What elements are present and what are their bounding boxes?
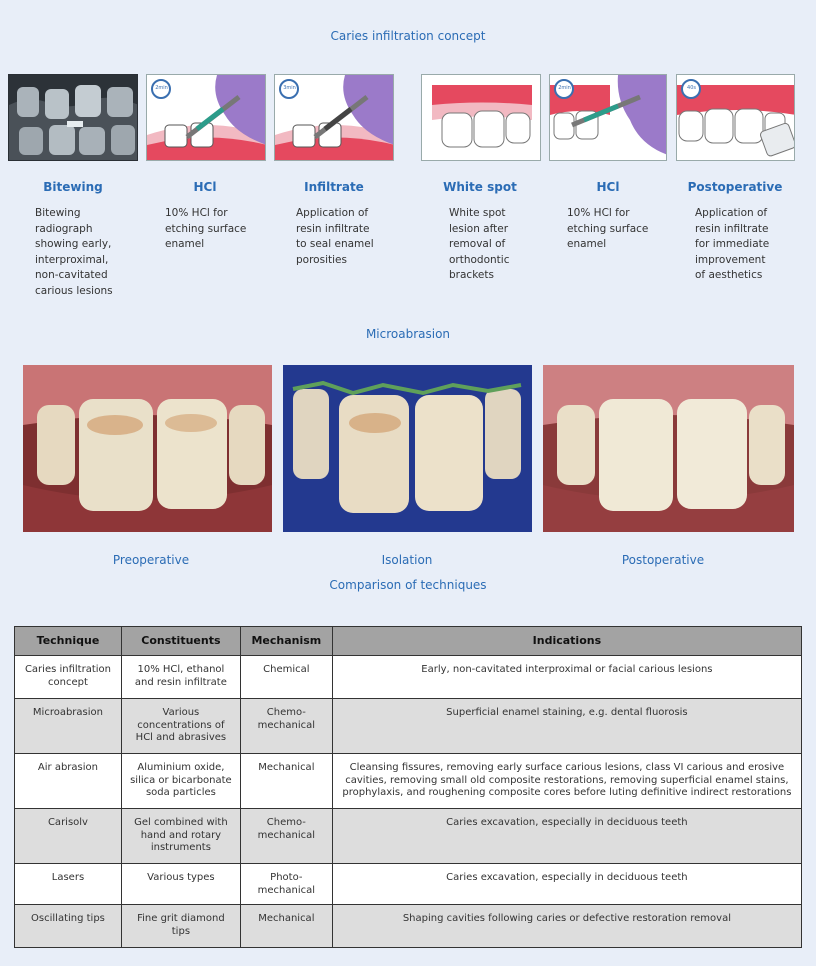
- infiltrate-application-illustration: [274, 74, 394, 161]
- postoperative-photo: [543, 365, 794, 532]
- table-row: [15, 699, 802, 754]
- cell-indications: Caries excavation, especially in deciduous teeth: [332, 809, 801, 864]
- cell-technique: Oscillating tips: [15, 905, 122, 948]
- hcl-application-illustration-2: [549, 74, 667, 161]
- timer-icon: 2min: [155, 85, 168, 91]
- cell-mechanism: Chemo-mechanical: [240, 809, 332, 864]
- header-mechanism: Mechanism: [240, 627, 332, 656]
- preoperative-photo: [23, 365, 272, 532]
- postoperative-illustration: [676, 74, 795, 161]
- cell-indications: Superficial enamel staining, e.g. dental fluorosis: [332, 699, 801, 754]
- hcl-application-illustration: [146, 74, 266, 161]
- timer-icon: 3min: [283, 85, 296, 91]
- timer-icon: 40s: [687, 85, 696, 91]
- cell-constituents: 10% HCl, ethanol and resin infiltrate: [121, 656, 240, 699]
- step-desc-bitewing: Bitewing radiograph showing early, interproximal, non-cavitated carious lesions: [35, 207, 113, 297]
- cell-indications: Early, non-cavitated interproximal or facial carious lesions: [332, 656, 801, 699]
- photo-caption-isolation: Isolation: [381, 553, 433, 567]
- cell-technique: Lasers: [15, 864, 122, 905]
- cell-indications: Shaping cavities following caries or defective restoration removal: [332, 905, 801, 948]
- step-title-infiltrate: Infiltrate: [304, 180, 364, 194]
- photo-caption-postoperative: Postoperative: [621, 553, 705, 567]
- step-desc-hcl-2: 10% HCl for etching surface enamel: [567, 207, 649, 250]
- timer-icon: 2min: [558, 85, 571, 91]
- cell-mechanism: Mechanical: [240, 905, 332, 948]
- table-row: [15, 656, 802, 699]
- header-technique: Technique: [15, 627, 122, 656]
- step-title-hcl: HCl: [193, 180, 217, 194]
- step-title-hcl-2: HCl: [596, 180, 620, 194]
- table-row: [15, 754, 802, 809]
- comparison-table: [14, 626, 802, 948]
- step-title-postoperative: Postoperative: [687, 180, 783, 194]
- section-title-microabrasion: Microabrasion: [365, 327, 451, 341]
- photo-caption-preoperative: Preoperative: [112, 553, 190, 567]
- header-indications: Indications: [332, 627, 801, 656]
- header-constituents: Constituents: [121, 627, 240, 656]
- cell-technique: Air abrasion: [15, 754, 122, 809]
- step-desc-white-spot: White spot lesion after removal of orthodontic brackets: [449, 207, 510, 281]
- step-desc-infiltrate: Application of resin infiltrate to seal enamel porosities: [296, 207, 374, 266]
- step-desc-postoperative: Application of resin infiltrate for immediate improvement of aesthetics: [695, 207, 770, 281]
- section-title-comparison: Comparison of techniques: [329, 578, 487, 592]
- cell-technique: Caries infiltration concept: [15, 656, 122, 699]
- cell-mechanism: Mechanical: [240, 754, 332, 809]
- cell-constituents: Various concentrations of HCl and abrasives: [121, 699, 240, 754]
- table-header-row: [15, 627, 802, 656]
- table-row: [15, 864, 802, 905]
- cell-constituents: Various types: [121, 864, 240, 905]
- step-title-bitewing: Bitewing: [43, 180, 103, 194]
- cell-technique: Carisolv: [15, 809, 122, 864]
- cell-technique: Microabrasion: [15, 699, 122, 754]
- cell-indications: Cleansing fissures, removing early surface carious lesions, class VI carious and erosive cavities, removing small old composite restorations, removing superficial enamel stains, prophylaxis, and roughening composite cores before luting definitive indirect restorations: [332, 754, 801, 809]
- cell-constituents: Fine grit diamond tips: [121, 905, 240, 948]
- cell-mechanism: Photo-mechanical: [240, 864, 332, 905]
- step-title-white-spot: White spot: [443, 180, 517, 194]
- isolation-photo: [283, 365, 532, 532]
- bitewing-radiograph-image: [8, 74, 138, 161]
- white-spot-illustration: [421, 74, 541, 161]
- table-row: [15, 809, 802, 864]
- cell-mechanism: Chemo-mechanical: [240, 699, 332, 754]
- table-row: [15, 905, 802, 948]
- cell-constituents: Aluminium oxide, silica or bicarbonate soda particles: [121, 754, 240, 809]
- section-title-caries-infiltration: Caries infiltration concept: [330, 29, 486, 43]
- cell-indications: Caries excavation, especially in deciduous teeth: [332, 864, 801, 905]
- cell-constituents: Gel combined with hand and rotary instruments: [121, 809, 240, 864]
- step-desc-hcl: 10% HCl for etching surface enamel: [165, 207, 247, 250]
- cell-mechanism: Chemical: [240, 656, 332, 699]
